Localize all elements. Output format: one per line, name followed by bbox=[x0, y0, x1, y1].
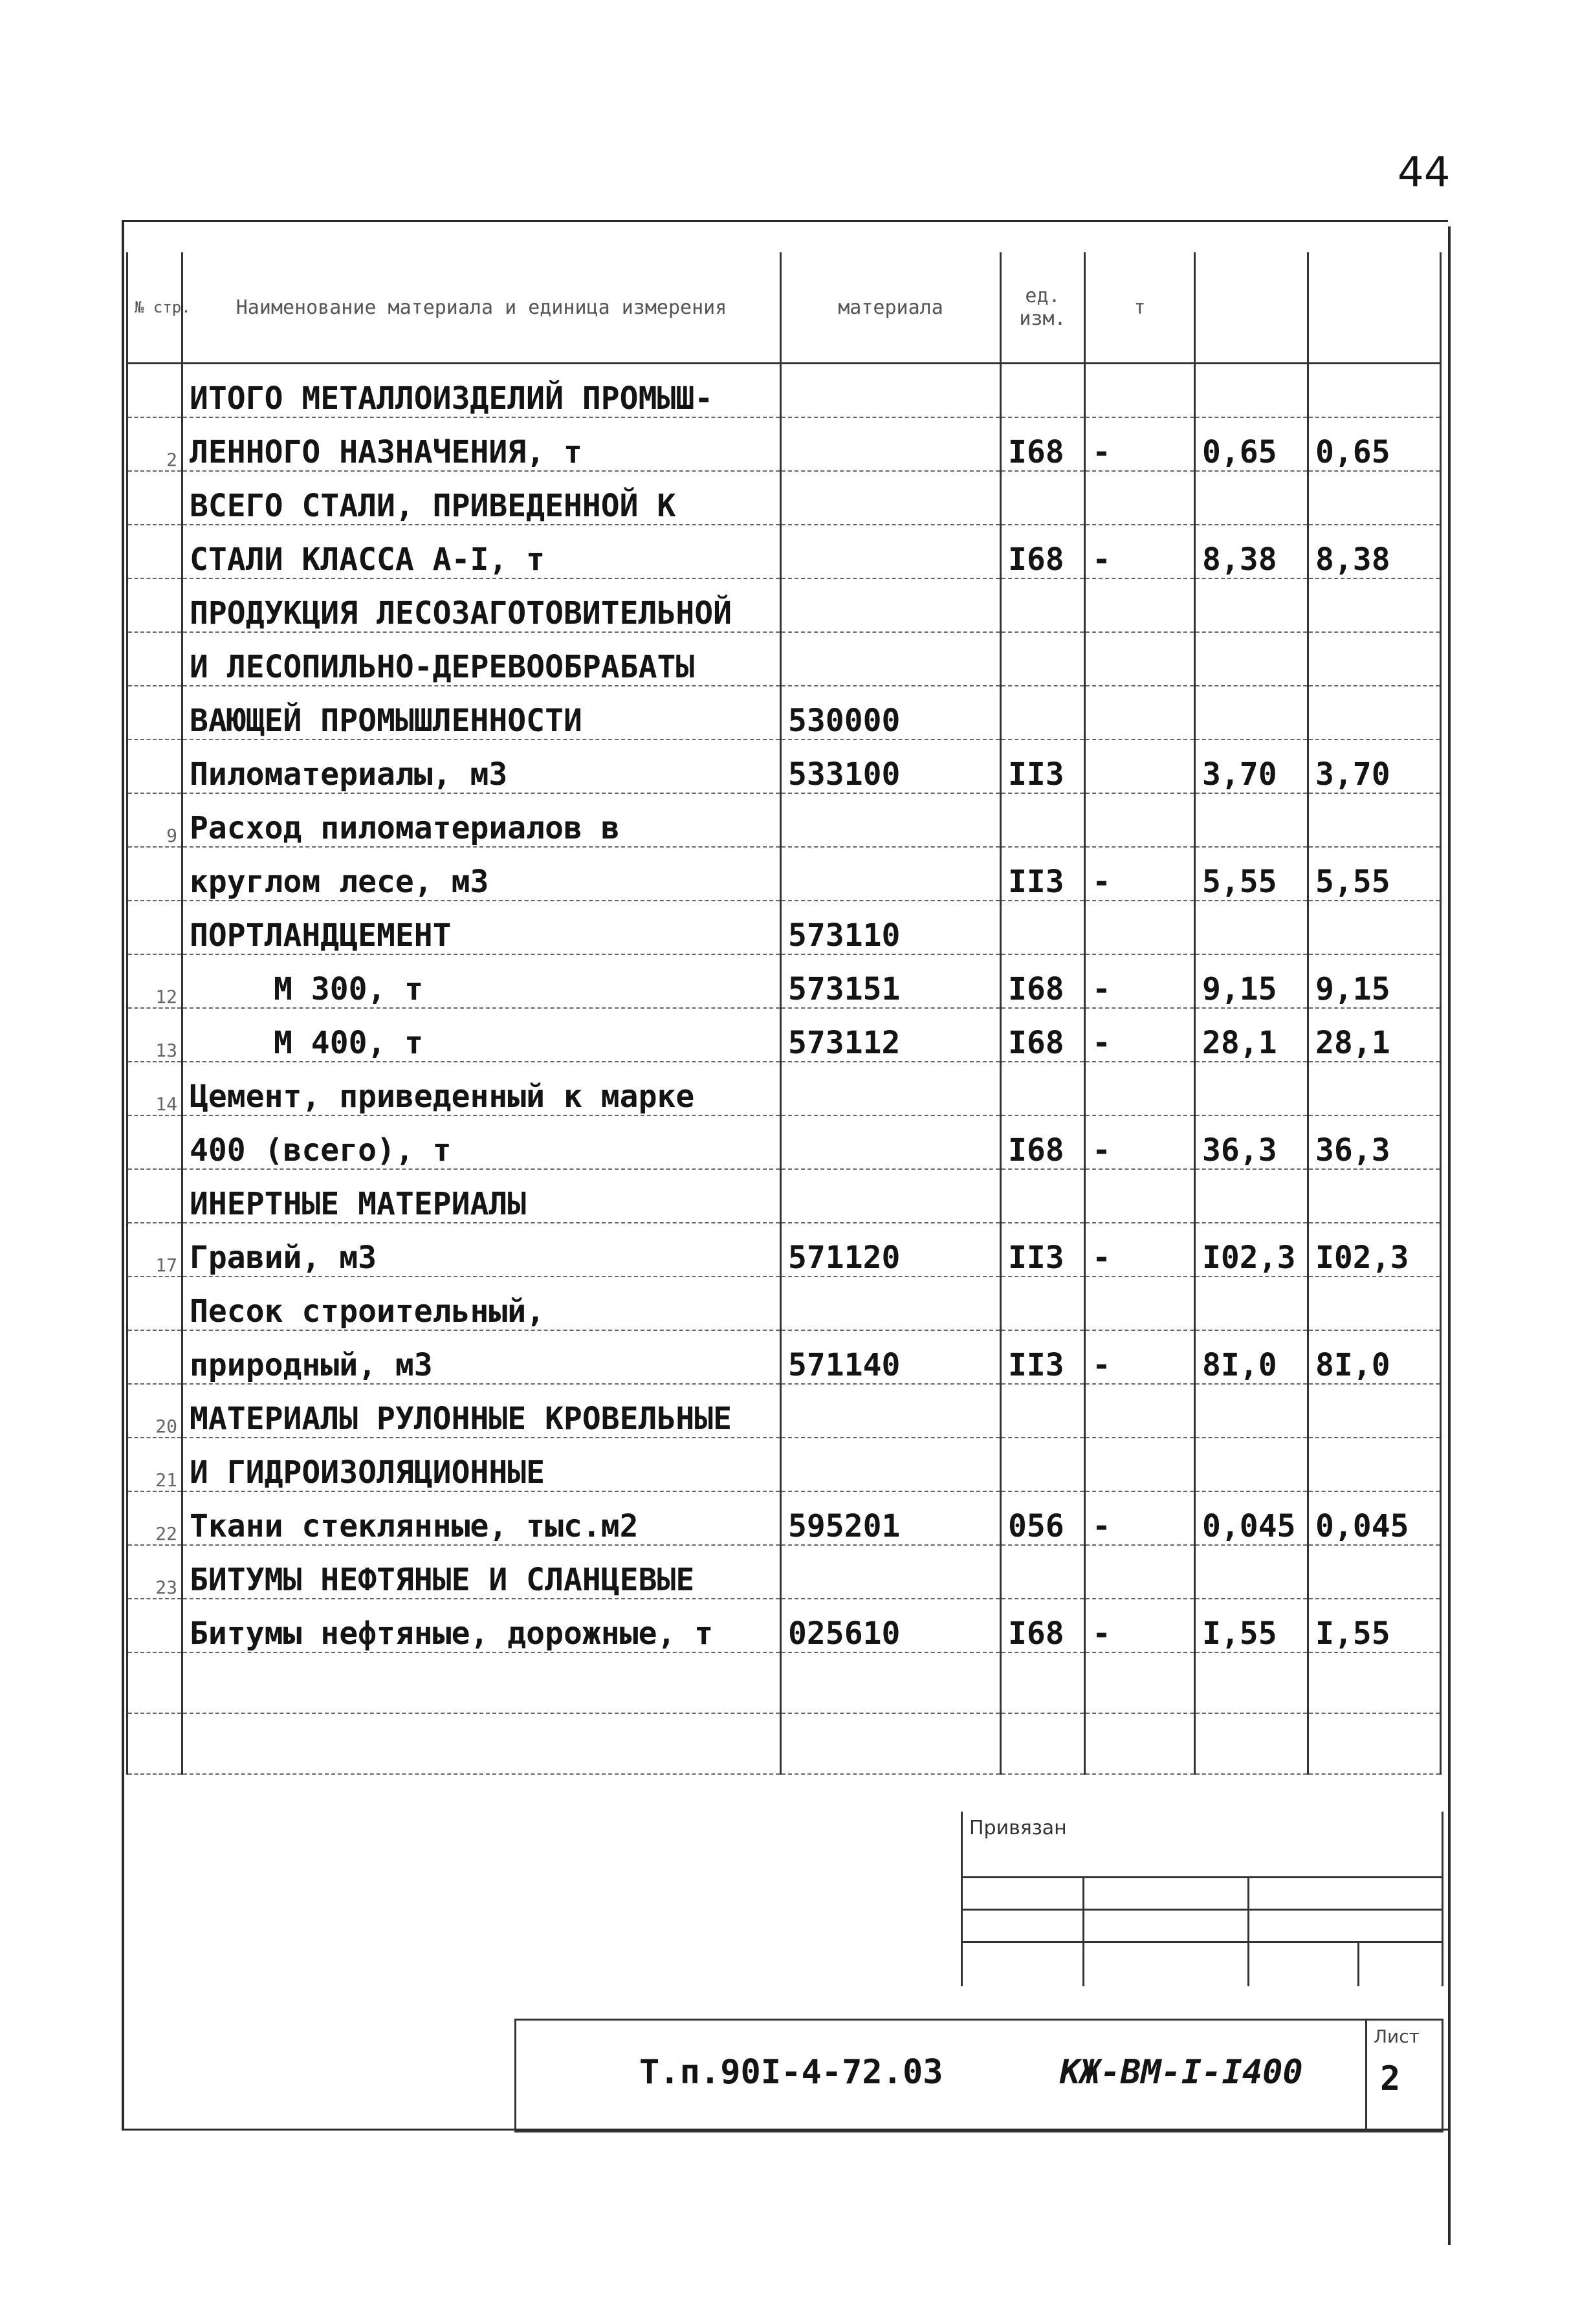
value-2-cell bbox=[1308, 901, 1441, 954]
dash-mark-cell: - bbox=[1085, 1008, 1195, 1062]
dash-mark-cell: - bbox=[1085, 1330, 1195, 1384]
material-code-cell bbox=[781, 632, 1001, 686]
unit-code-cell bbox=[1001, 578, 1085, 632]
materials-table bbox=[126, 252, 1442, 1775]
dash-mark-cell bbox=[1085, 1277, 1195, 1330]
table-row bbox=[127, 1491, 1441, 1545]
material-name-cell: ВАЮЩЕЙ ПРОМЫШЛЕННОСТИ bbox=[182, 686, 781, 740]
value-2-cell bbox=[1308, 686, 1441, 740]
empty-cell bbox=[1195, 1713, 1308, 1774]
value-1-cell bbox=[1195, 1062, 1308, 1115]
value-2-cell: 0,045 bbox=[1308, 1491, 1441, 1545]
sheet-box bbox=[1365, 2021, 1442, 2131]
row-number-cell: 12 bbox=[127, 954, 182, 1008]
material-name-cell: И ГИДРОИЗОЛЯЦИОННЫЕ bbox=[182, 1438, 781, 1491]
material-name-cell: МАТЕРИАЛЫ РУЛОННЫЕ КРОВЕЛЬНЫЕ bbox=[182, 1384, 781, 1438]
empty-cell bbox=[127, 1713, 182, 1774]
empty-cell bbox=[182, 1652, 781, 1713]
material-name-cell: круглом лесе, м3 bbox=[182, 847, 781, 901]
value-2-cell: 0,65 bbox=[1308, 417, 1441, 471]
row-number-cell: 20 bbox=[127, 1384, 182, 1438]
value-2-cell bbox=[1308, 364, 1441, 418]
value-1-cell: 36,3 bbox=[1195, 1115, 1308, 1169]
material-code-cell bbox=[781, 793, 1001, 847]
value-1-cell bbox=[1195, 1277, 1308, 1330]
unit-code-cell bbox=[1001, 1545, 1085, 1599]
sheet-code: КЖ-ВМ-I-I400 bbox=[1060, 2053, 1303, 2092]
value-1-cell bbox=[1195, 1169, 1308, 1223]
material-name-cell: 400 (всего), т bbox=[182, 1115, 781, 1169]
material-code-cell bbox=[781, 417, 1001, 471]
row-number-cell bbox=[127, 1277, 182, 1330]
material-name-cell: ПРОДУКЦИЯ ЛЕСОЗАГОТОВИТЕЛЬНОЙ bbox=[182, 578, 781, 632]
dash-mark-cell bbox=[1085, 1545, 1195, 1599]
table-row bbox=[127, 1438, 1441, 1491]
material-name-cell: Пиломатериалы, м3 bbox=[182, 740, 781, 793]
material-name-cell: природный, м3 bbox=[182, 1330, 781, 1384]
value-2-cell bbox=[1308, 1438, 1441, 1491]
dash-mark-cell bbox=[1085, 686, 1195, 740]
title-stamp bbox=[514, 2019, 1443, 2132]
empty-cell bbox=[1001, 1713, 1085, 1774]
privyazan-block bbox=[961, 1812, 1443, 1986]
unit-code-cell: I68 bbox=[1001, 1599, 1085, 1652]
unit-code-cell bbox=[1001, 471, 1085, 525]
frame-top-line bbox=[122, 220, 1448, 222]
value-1-cell: 0,65 bbox=[1195, 417, 1308, 471]
material-code-cell: 571140 bbox=[781, 1330, 1001, 1384]
row-number-cell bbox=[127, 740, 182, 793]
dash-mark-cell bbox=[1085, 364, 1195, 418]
dash-mark-cell: - bbox=[1085, 847, 1195, 901]
dash-mark-cell: - bbox=[1085, 1491, 1195, 1545]
dash-mark-cell bbox=[1085, 901, 1195, 954]
sheet-label: Лист bbox=[1374, 2026, 1420, 2047]
material-name-cell: ВСЕГО СТАЛИ, ПРИВЕДЕННОЙ К bbox=[182, 471, 781, 525]
dash-mark-cell bbox=[1085, 471, 1195, 525]
row-number-cell: 17 bbox=[127, 1223, 182, 1277]
material-name-cell: Песок строительный, bbox=[182, 1277, 781, 1330]
value-1-cell: I,55 bbox=[1195, 1599, 1308, 1652]
table-body bbox=[127, 364, 1441, 1775]
table-row bbox=[127, 1277, 1441, 1330]
dash-mark-cell: - bbox=[1085, 954, 1195, 1008]
table-row bbox=[127, 578, 1441, 632]
table-row bbox=[127, 1599, 1441, 1652]
material-code-cell: 025610 bbox=[781, 1599, 1001, 1652]
value-1-cell: 8I,0 bbox=[1195, 1330, 1308, 1384]
row-number-cell: 22 bbox=[127, 1491, 182, 1545]
value-2-cell: 3,70 bbox=[1308, 740, 1441, 793]
dash-mark-cell: - bbox=[1085, 525, 1195, 578]
table-row bbox=[127, 1169, 1441, 1223]
value-2-cell: 28,1 bbox=[1308, 1008, 1441, 1062]
empty-cell bbox=[1308, 1713, 1441, 1774]
dash-mark-cell bbox=[1085, 1384, 1195, 1438]
material-name-cell: Гравий, м3 bbox=[182, 1223, 781, 1277]
material-name-cell: Битумы нефтяные, дорожные, т bbox=[182, 1599, 781, 1652]
table-row bbox=[127, 1115, 1441, 1169]
privyazan-label: Привязан bbox=[969, 1817, 1067, 1839]
material-name-cell: Расход пиломатериалов в bbox=[182, 793, 781, 847]
table-row bbox=[127, 1545, 1441, 1599]
unit-code-cell bbox=[1001, 793, 1085, 847]
material-code-cell bbox=[781, 1545, 1001, 1599]
empty-cell bbox=[1085, 1713, 1195, 1774]
empty-cell bbox=[127, 1652, 182, 1713]
value-1-cell bbox=[1195, 364, 1308, 418]
unit-code-cell: II3 bbox=[1001, 847, 1085, 901]
value-1-cell: 3,70 bbox=[1195, 740, 1308, 793]
material-code-cell bbox=[781, 1169, 1001, 1223]
material-code-cell bbox=[781, 1384, 1001, 1438]
unit-code-cell bbox=[1001, 901, 1085, 954]
table-row bbox=[127, 793, 1441, 847]
table-header-row bbox=[127, 252, 1441, 364]
unit-code-cell: I68 bbox=[1001, 525, 1085, 578]
row-number-cell bbox=[127, 1330, 182, 1384]
table-row bbox=[127, 954, 1441, 1008]
privyazan-grid-v2 bbox=[1247, 1876, 1249, 1986]
unit-code-cell: I68 bbox=[1001, 417, 1085, 471]
dash-mark-cell: - bbox=[1085, 1115, 1195, 1169]
value-1-cell: I02,3 bbox=[1195, 1223, 1308, 1277]
unit-code-cell: II3 bbox=[1001, 740, 1085, 793]
dash-mark-cell: - bbox=[1085, 1599, 1195, 1652]
empty-cell bbox=[182, 1713, 781, 1774]
empty-cell bbox=[781, 1652, 1001, 1713]
material-name-cell: И ЛЕСОПИЛЬНО-ДЕРЕВООБРАБАТЫ bbox=[182, 632, 781, 686]
material-name-cell: СТАЛИ КЛАССА А-I, т bbox=[182, 525, 781, 578]
material-code-cell: 573110 bbox=[781, 901, 1001, 954]
value-1-cell: 9,15 bbox=[1195, 954, 1308, 1008]
table-row bbox=[127, 417, 1441, 471]
table-row bbox=[127, 1330, 1441, 1384]
privyazan-grid-h1 bbox=[963, 1876, 1442, 1878]
row-number-cell bbox=[127, 1115, 182, 1169]
material-code-cell: 533100 bbox=[781, 740, 1001, 793]
value-1-cell bbox=[1195, 632, 1308, 686]
row-number-cell bbox=[127, 901, 182, 954]
material-code-cell bbox=[781, 1115, 1001, 1169]
unit-code-cell: 056 bbox=[1001, 1491, 1085, 1545]
value-2-cell bbox=[1308, 1169, 1441, 1223]
table-row bbox=[127, 1384, 1441, 1438]
value-1-cell bbox=[1195, 1545, 1308, 1599]
unit-code-cell bbox=[1001, 1169, 1085, 1223]
value-1-cell bbox=[1195, 578, 1308, 632]
value-2-cell bbox=[1308, 1545, 1441, 1599]
row-number-cell bbox=[127, 525, 182, 578]
material-name-cell: Цемент, приведенный к марке bbox=[182, 1062, 781, 1115]
row-number-cell bbox=[127, 578, 182, 632]
value-2-cell bbox=[1308, 1384, 1441, 1438]
row-number-cell: 23 bbox=[127, 1545, 182, 1599]
material-name-cell: БИТУМЫ НЕФТЯНЫЕ И СЛАНЦЕВЫЕ bbox=[182, 1545, 781, 1599]
value-2-cell bbox=[1308, 1062, 1441, 1115]
table-row bbox=[127, 740, 1441, 793]
title-block-area bbox=[126, 1812, 1440, 2122]
table-row bbox=[127, 471, 1441, 525]
frame-right-line bbox=[1448, 226, 1451, 2245]
header-unit: ед. изм. bbox=[1001, 252, 1085, 364]
value-2-cell: 8I,0 bbox=[1308, 1330, 1441, 1384]
table-row bbox=[127, 1223, 1441, 1277]
material-name-cell: ЛЕННОГО НАЗНАЧЕНИЯ, т bbox=[182, 417, 781, 471]
value-1-cell: 5,55 bbox=[1195, 847, 1308, 901]
value-1-cell: 28,1 bbox=[1195, 1008, 1308, 1062]
material-code-cell: 571120 bbox=[781, 1223, 1001, 1277]
material-code-cell: 595201 bbox=[781, 1491, 1001, 1545]
material-code-cell bbox=[781, 1438, 1001, 1491]
row-number-cell bbox=[127, 1599, 182, 1652]
document-reference: Т.п.90I-4-72.03 bbox=[639, 2053, 943, 2092]
material-code-cell bbox=[781, 1062, 1001, 1115]
header-dash: т bbox=[1085, 252, 1195, 364]
table-row bbox=[127, 525, 1441, 578]
dash-mark-cell: - bbox=[1085, 417, 1195, 471]
header-value-2 bbox=[1308, 252, 1441, 364]
privyazan-grid-h2 bbox=[963, 1909, 1442, 1911]
value-1-cell: 0,045 bbox=[1195, 1491, 1308, 1545]
material-name-cell: ИНЕРТНЫЕ МАТЕРИАЛЫ bbox=[182, 1169, 781, 1223]
privyazan-grid-v1 bbox=[1082, 1876, 1084, 1986]
table-row bbox=[127, 847, 1441, 901]
sheet-number: 2 bbox=[1380, 2059, 1401, 2098]
value-2-cell: 9,15 bbox=[1308, 954, 1441, 1008]
table-row bbox=[127, 364, 1441, 418]
empty-table-row bbox=[127, 1652, 1441, 1713]
row-number-cell: 2 bbox=[127, 417, 182, 471]
empty-table-row bbox=[127, 1713, 1441, 1774]
material-code-cell: 530000 bbox=[781, 686, 1001, 740]
unit-code-cell bbox=[1001, 1062, 1085, 1115]
unit-code-cell: II3 bbox=[1001, 1330, 1085, 1384]
material-name-cell: М 300, т bbox=[182, 954, 781, 1008]
material-name-cell: ИТОГО МЕТАЛЛОИЗДЕЛИЙ ПРОМЫШ- bbox=[182, 364, 781, 418]
unit-code-cell bbox=[1001, 1438, 1085, 1491]
privyazan-grid-h3 bbox=[963, 1941, 1442, 1943]
material-name-cell: ПОРТЛАНДЦЕМЕНТ bbox=[182, 901, 781, 954]
row-number-cell bbox=[127, 364, 182, 418]
value-2-cell: 8,38 bbox=[1308, 525, 1441, 578]
table-row bbox=[127, 686, 1441, 740]
unit-code-cell bbox=[1001, 364, 1085, 418]
value-2-cell: 5,55 bbox=[1308, 847, 1441, 901]
dash-mark-cell bbox=[1085, 1438, 1195, 1491]
header-value-1 bbox=[1195, 252, 1308, 364]
empty-cell bbox=[781, 1713, 1001, 1774]
empty-cell bbox=[1195, 1652, 1308, 1713]
value-2-cell bbox=[1308, 471, 1441, 525]
dash-mark-cell: - bbox=[1085, 1223, 1195, 1277]
row-number-cell: 21 bbox=[127, 1438, 182, 1491]
table-row bbox=[127, 632, 1441, 686]
unit-code-cell bbox=[1001, 1277, 1085, 1330]
unit-code-cell bbox=[1001, 1384, 1085, 1438]
row-number-cell bbox=[127, 686, 182, 740]
value-2-cell: 36,3 bbox=[1308, 1115, 1441, 1169]
unit-code-cell bbox=[1001, 632, 1085, 686]
row-number-cell bbox=[127, 471, 182, 525]
material-name-cell: М 400, т bbox=[182, 1008, 781, 1062]
value-1-cell bbox=[1195, 901, 1308, 954]
unit-code-cell: I68 bbox=[1001, 1008, 1085, 1062]
dash-mark-cell bbox=[1085, 740, 1195, 793]
row-number-cell bbox=[127, 632, 182, 686]
frame-left-line bbox=[122, 220, 124, 2129]
unit-code-cell: I68 bbox=[1001, 1115, 1085, 1169]
empty-cell bbox=[1308, 1652, 1441, 1713]
header-material-code: материала bbox=[781, 252, 1001, 364]
privyazan-grid-v3 bbox=[1357, 1941, 1359, 1986]
header-material-name: Наименование материала и единица измерения bbox=[182, 252, 781, 364]
value-1-cell: 8,38 bbox=[1195, 525, 1308, 578]
material-code-cell bbox=[781, 364, 1001, 418]
unit-code-cell bbox=[1001, 686, 1085, 740]
value-1-cell bbox=[1195, 686, 1308, 740]
value-1-cell bbox=[1195, 1384, 1308, 1438]
unit-code-cell: II3 bbox=[1001, 1223, 1085, 1277]
dash-mark-cell bbox=[1085, 578, 1195, 632]
empty-cell bbox=[1085, 1652, 1195, 1713]
row-number-cell bbox=[127, 1169, 182, 1223]
value-2-cell bbox=[1308, 578, 1441, 632]
material-name-cell: Ткани стеклянные, тыс.м2 bbox=[182, 1491, 781, 1545]
material-code-cell bbox=[781, 847, 1001, 901]
value-2-cell bbox=[1308, 793, 1441, 847]
unit-code-cell: I68 bbox=[1001, 954, 1085, 1008]
value-2-cell bbox=[1308, 1277, 1441, 1330]
material-code-cell bbox=[781, 525, 1001, 578]
row-number-cell: 13 bbox=[127, 1008, 182, 1062]
page-number: 44 bbox=[1398, 149, 1451, 197]
material-code-cell bbox=[781, 471, 1001, 525]
value-2-cell: I02,3 bbox=[1308, 1223, 1441, 1277]
table-row bbox=[127, 901, 1441, 954]
material-code-cell bbox=[781, 578, 1001, 632]
value-2-cell: I,55 bbox=[1308, 1599, 1441, 1652]
dash-mark-cell bbox=[1085, 1062, 1195, 1115]
dash-mark-cell bbox=[1085, 632, 1195, 686]
material-code-cell: 573151 bbox=[781, 954, 1001, 1008]
empty-cell bbox=[1001, 1652, 1085, 1713]
material-code-cell: 573112 bbox=[781, 1008, 1001, 1062]
row-number-cell: 9 bbox=[127, 793, 182, 847]
dash-mark-cell bbox=[1085, 793, 1195, 847]
table-row bbox=[127, 1062, 1441, 1115]
value-1-cell bbox=[1195, 471, 1308, 525]
value-1-cell bbox=[1195, 793, 1308, 847]
row-number-cell: 14 bbox=[127, 1062, 182, 1115]
material-code-cell bbox=[781, 1277, 1001, 1330]
dash-mark-cell bbox=[1085, 1169, 1195, 1223]
table-row bbox=[127, 1008, 1441, 1062]
header-row-number: № стр. bbox=[127, 252, 182, 364]
value-1-cell bbox=[1195, 1438, 1308, 1491]
value-2-cell bbox=[1308, 632, 1441, 686]
row-number-cell bbox=[127, 847, 182, 901]
